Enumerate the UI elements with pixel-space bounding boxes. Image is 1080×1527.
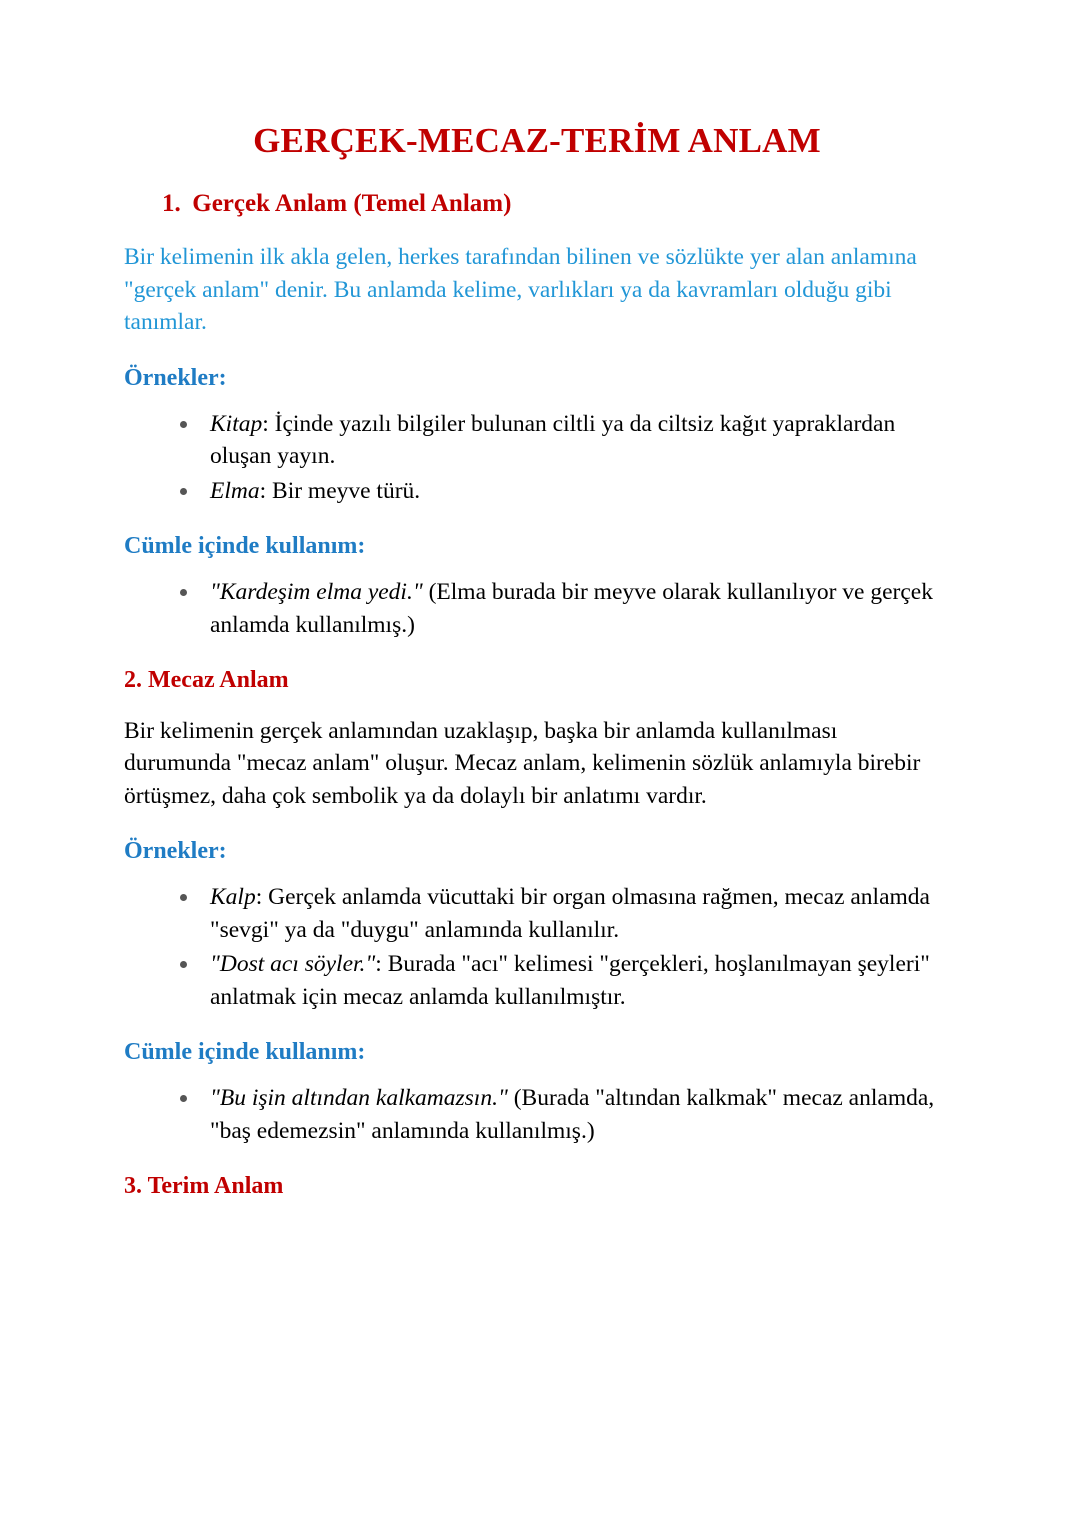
example-term: Kalp — [210, 884, 256, 911]
example-text: : İçinde yazılı bilgiler bulunan ciltli ya da ciltsiz kağıt yapraklardan oluşan yayın. — [210, 410, 896, 470]
section-1-examples-label: Örnekler: — [124, 364, 227, 391]
section-2-usage-list — [124, 1082, 950, 1147]
section-heading-3: 3. Terim Anlam — [124, 1173, 284, 1200]
usage-text: (Elma burada bir meyve olarak kullanılıyor ve gerçek anlamda kullanılmış.) — [210, 579, 933, 638]
section-number-1: 1. — [162, 190, 181, 217]
section-1-usage-label: Cümle içinde kullanım: — [124, 532, 366, 559]
example-term: "Dost acı söyler." — [210, 951, 376, 978]
usage-quote: "Bu işin altından kalkamazsın." — [210, 1085, 508, 1112]
list-item — [166, 408, 950, 473]
example-term: Kitap — [210, 410, 263, 437]
section-1-paragraph: Bir kelimenin ilk akla gelen, herkes tarafından bilinen ve sözlükte yer alan anlamına "gerçek anlam" denir. Bu anlamda kelime, varlıkları ya da kavramları olduğu gibi tanımlar. — [124, 244, 917, 336]
list-item — [166, 475, 950, 507]
example-term: Elma — [210, 477, 260, 504]
example-text: : Bir meyve türü. — [259, 477, 421, 504]
section-1-usage-list — [124, 576, 950, 641]
section-2-usage-label: Cümle içinde kullanım: — [124, 1039, 366, 1066]
list-item — [166, 881, 950, 946]
section-2-paragraph: Bir kelimenin gerçek anlamından uzaklaşıp, başka bir anlamda kullanılması durumunda "mecaz anlam" oluşur. Mecaz anlam, kelimenin sözlük anlamıyla birebir örtüşmez, daha çok sembolik ya da dolaylı bir anlatımı vardır. — [124, 718, 921, 809]
usage-text: (Burada "altından kalkmak" mecaz anlamda, "baş edemezsin" anlamında kullanılmış.) — [210, 1085, 935, 1144]
list-item — [166, 948, 950, 1013]
page-title: GERÇEK-MECAZ-TERİM ANLAM — [253, 121, 821, 160]
section-title-1: Gerçek Anlam (Temel Anlam) — [192, 190, 512, 217]
section-1-examples-list — [124, 408, 950, 507]
section-2-examples-list — [124, 881, 950, 1013]
usage-quote: "Kardeşim elma yedi." — [210, 579, 423, 606]
example-text: : Gerçek anlamda vücuttaki bir organ olmasına rağmen, mecaz anlamda "sevgi" ya da "duygu" anlamında kullanılır. — [210, 884, 930, 943]
example-text: : Burada "acı" kelimesi "gerçekleri, hoşlanılmayan şeyleri" anlatmak için mecaz anlamda kullanılmıştır. — [210, 951, 930, 1010]
list-item — [166, 576, 950, 641]
section-heading-2: 2. Mecaz Anlam — [124, 667, 289, 693]
section-heading-1 — [124, 188, 950, 219]
section-2-examples-label: Örnekler: — [124, 838, 227, 865]
list-item — [166, 1082, 950, 1147]
